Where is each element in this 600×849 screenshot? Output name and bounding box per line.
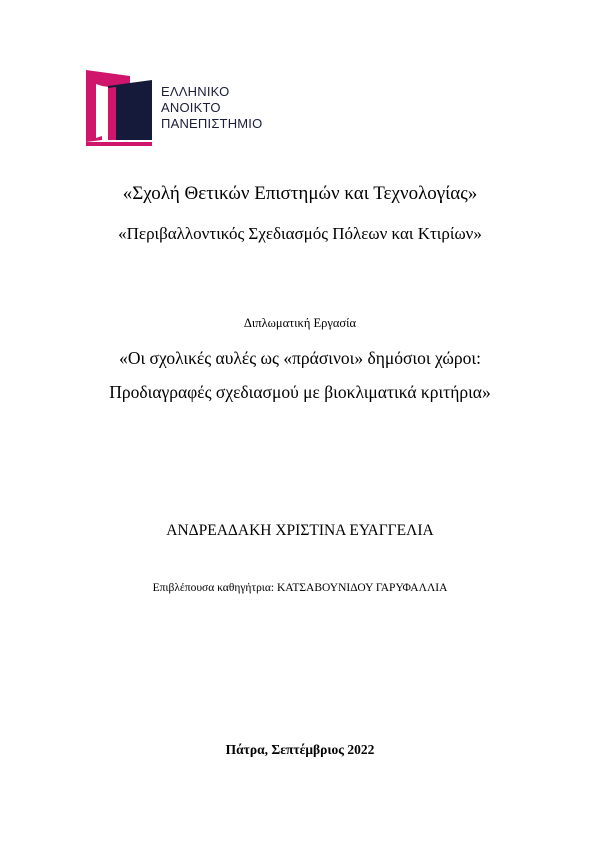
school-name: «Σχολή Θετικών Επιστημών και Τεχνολογίας» — [122, 183, 478, 204]
supervisor: Επιβλέπουσα καθηγήτρια: ΚΑΤΣΑΒΟΥΝΙΔΟΥ ΓΑΡΥΦΑΛΛΙΑ — [152, 582, 448, 594]
logo-line-2: ΑΝΟΙΚΤΟ — [161, 100, 221, 115]
logo-line-1: ΕΛΛΗΝΙΚΟ — [161, 84, 230, 99]
place-date: Πάτρα, Σεπτέμβριος 2022 — [225, 742, 375, 757]
thesis-type: Διπλωματική Εργασία — [243, 316, 357, 330]
university-logo-text — [161, 84, 262, 132]
logo-line-3: ΠΑΝΕΠΙΣΤΗΜΙΟ — [161, 116, 263, 131]
university-logo-emblem-icon — [86, 70, 156, 146]
author-name: ΑΝΔΡΕΑΔΑΚΗ ΧΡΙΣΤΙΝΑ ΕΥΑΓΓΕΛΙΑ — [166, 522, 434, 539]
program-name: «Περιβαλλοντικός Σχεδιασμός Πόλεων και Κτιρίων» — [118, 224, 482, 243]
thesis-title-line-2: Προδιαγραφές σχεδιασμού με βιοκλιματικά κριτήρια» — [109, 382, 491, 402]
thesis-title-line-1: «Οι σχολικές αυλές ως «πράσινοι» δημόσιοι χώροι: — [119, 348, 481, 368]
university-logo — [86, 70, 276, 146]
